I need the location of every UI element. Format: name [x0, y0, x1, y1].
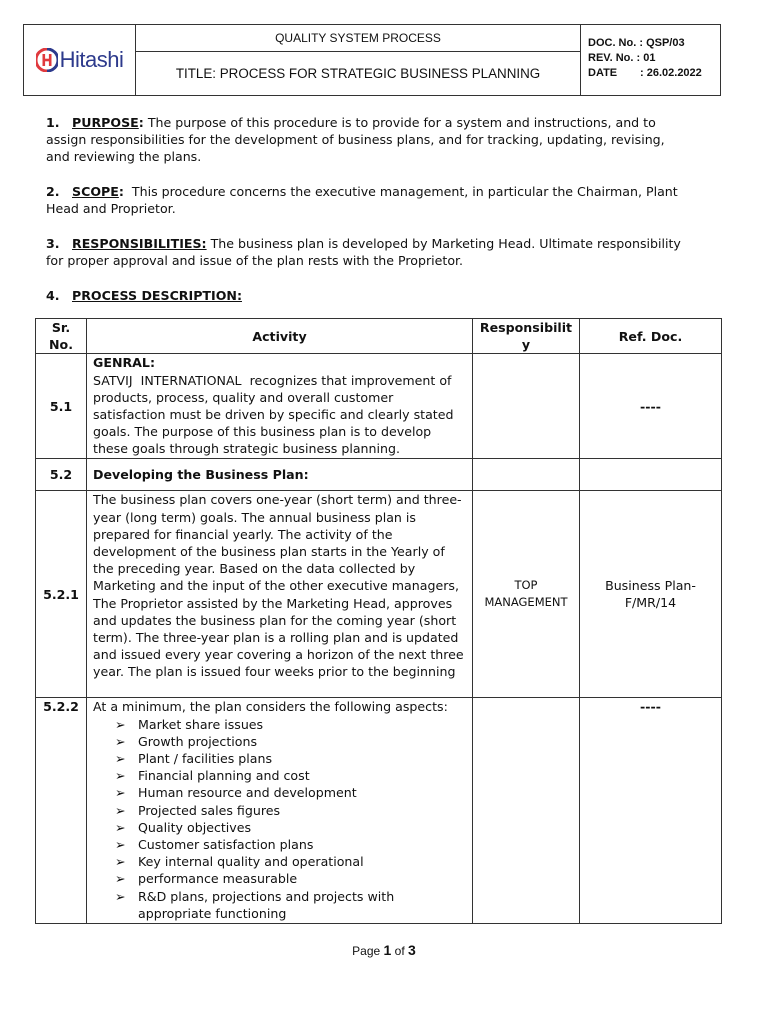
header-sr-no: Sr. No.	[36, 319, 87, 354]
process-section	[46, 287, 686, 304]
table-row	[36, 459, 722, 491]
title-cell	[136, 25, 581, 95]
sr-cell: 5.2.2	[36, 698, 87, 924]
arrow-bullet-icon: ➢	[115, 888, 126, 904]
document-header	[23, 24, 721, 96]
page-word: Page	[352, 944, 381, 958]
header-activity: Activity	[87, 319, 473, 354]
sr-cell: 5.2	[36, 459, 87, 491]
list-item: ➢ Key internal quality and operational	[115, 854, 364, 870]
list-item: ➢ Human resource and development	[115, 785, 357, 801]
aspects-list	[93, 716, 466, 922]
responsibility-cell: TOP MANAGEMENT	[473, 491, 580, 698]
date-value: 26.02.2022	[646, 67, 702, 79]
arrow-bullet-icon: ➢	[115, 751, 126, 767]
doc-no-value: QSP/03	[646, 37, 685, 49]
activity-heading: Developing the Business Plan:	[87, 459, 473, 491]
date-label: DATE	[588, 67, 618, 79]
activity-cell	[87, 698, 473, 924]
activity-text: The business plan covers one-year (short term) and three-year (long term) goals. The annual business plan is prepared for financial yearly. The activity of the development of the business plan starts in the Yearly of the preceding year. Based on the data collected by Marketing and the input of the other executive managers, The Proprietor assisted by the Marketing Head, approves and updates the business plan for the coming year (short term). The three-year plan is a rolling plan and is updated and issued every year covering a horizon of the next three year. The plan is issued four weeks prior to the beginning	[87, 491, 473, 698]
responsibilities-text: The business plan is developed by Marketing Head. Ultimate responsibility for proper approval and issue of the plan rests with the Proprietor.	[46, 236, 681, 268]
responsibilities-heading: RESPONSIBILITIES:	[72, 236, 207, 251]
process-heading: PROCESS DESCRIPTION:	[72, 288, 242, 303]
arrow-bullet-icon: ➢	[115, 854, 126, 870]
doc-info-cell	[581, 25, 720, 95]
list-item: ➢ Customer satisfaction plans	[115, 837, 314, 853]
purpose-text: The purpose of this procedure is to provide for a system and instructions, and to assign responsibilities for the development of business plans, and for tracking, updating, revising, and reviewing the plans.	[46, 115, 665, 164]
doc-no-label: DOC. No. :	[588, 37, 643, 49]
section-number: 4.	[46, 288, 60, 303]
ref-doc-cell: ----	[580, 354, 722, 459]
process-table	[35, 318, 722, 924]
ref-doc-cell: Business Plan-F/MR/14	[580, 491, 722, 698]
heading-colon: :	[138, 115, 144, 130]
ref-doc-cell: ----	[580, 698, 722, 924]
list-item: ➢ Projected sales figures	[115, 802, 281, 818]
arrow-bullet-icon: ➢	[115, 733, 126, 749]
rev-no-value: 01	[643, 52, 656, 64]
section-number: 2.	[46, 184, 60, 199]
logo-text: Hitashi	[59, 47, 124, 72]
header-ref-doc: Ref. Doc.	[580, 319, 722, 354]
scope-heading: SCOPE	[72, 184, 119, 199]
page-footer	[0, 942, 768, 958]
table-row	[36, 354, 722, 459]
arrow-bullet-icon: ➢	[115, 716, 126, 732]
activity-text: SATVIJ INTERNATIONAL recognizes that improvement of products, process, quality and overall customer satisfaction must be driven by specific and clearly stated goals. The purpose of this business plan is to develop these goals through strategic business planning.	[93, 372, 458, 457]
heading-colon: :	[118, 184, 124, 199]
of-word: of	[394, 944, 405, 958]
list-item: ➢ Growth projections	[115, 733, 258, 749]
list-item: ➢ performance measurable	[115, 871, 298, 887]
table-row	[36, 491, 722, 698]
arrow-bullet-icon: ➢	[115, 785, 126, 801]
list-item: ➢ Plant / facilities plans	[115, 751, 273, 767]
ref-doc-cell	[580, 459, 722, 491]
sr-cell: 5.1	[36, 354, 87, 459]
doc-no-row	[588, 36, 720, 51]
activity-heading: GENRAL:	[93, 355, 155, 371]
responsibility-cell	[473, 354, 580, 459]
section-number: 3.	[46, 236, 60, 251]
arrow-bullet-icon: ➢	[115, 819, 126, 835]
activity-cell	[87, 354, 473, 459]
page-total: 3	[408, 942, 416, 958]
section-number: 1.	[46, 115, 60, 130]
responsibility-cell	[473, 459, 580, 491]
system-title: QUALITY SYSTEM PROCESS	[136, 25, 580, 52]
arrow-bullet-icon: ➢	[115, 768, 126, 784]
arrow-bullet-icon: ➢	[115, 802, 126, 818]
sr-cell: 5.2.1	[36, 491, 87, 698]
header-responsibility: Responsibility	[473, 319, 580, 354]
purpose-section	[46, 114, 686, 165]
company-logo	[36, 47, 124, 73]
rev-no-row	[588, 51, 720, 66]
page-number: 1	[383, 942, 392, 958]
list-item: ➢ R&D plans, projections and projects with appropriate functioning	[115, 888, 395, 921]
purpose-heading: PURPOSE	[72, 115, 139, 130]
responsibility-cell	[473, 698, 580, 924]
list-item: ➢ Market share issues	[115, 716, 264, 732]
arrow-bullet-icon: ➢	[115, 871, 126, 887]
hitashi-logo-icon	[36, 48, 58, 72]
list-item: ➢ Financial planning and cost	[115, 768, 310, 784]
table-row	[36, 698, 722, 924]
document-title: TITLE: PROCESS FOR STRATEGIC BUSINESS PLANNING	[175, 66, 541, 81]
date-row	[588, 66, 720, 81]
responsibilities-section	[46, 235, 686, 269]
date-separator: :	[640, 67, 644, 79]
activity-intro: At a minimum, the plan considers the following aspects:	[93, 699, 448, 715]
scope-section	[46, 183, 686, 217]
logo-cell	[24, 25, 136, 95]
arrow-bullet-icon: ➢	[115, 837, 126, 853]
list-item: ➢ Quality objectives	[115, 819, 252, 835]
scope-text: This procedure concerns the executive management, in particular the Chairman, Plant Head and Proprietor.	[46, 184, 678, 216]
rev-no-label: REV. No. :	[588, 52, 641, 64]
table-header-row	[36, 319, 722, 354]
